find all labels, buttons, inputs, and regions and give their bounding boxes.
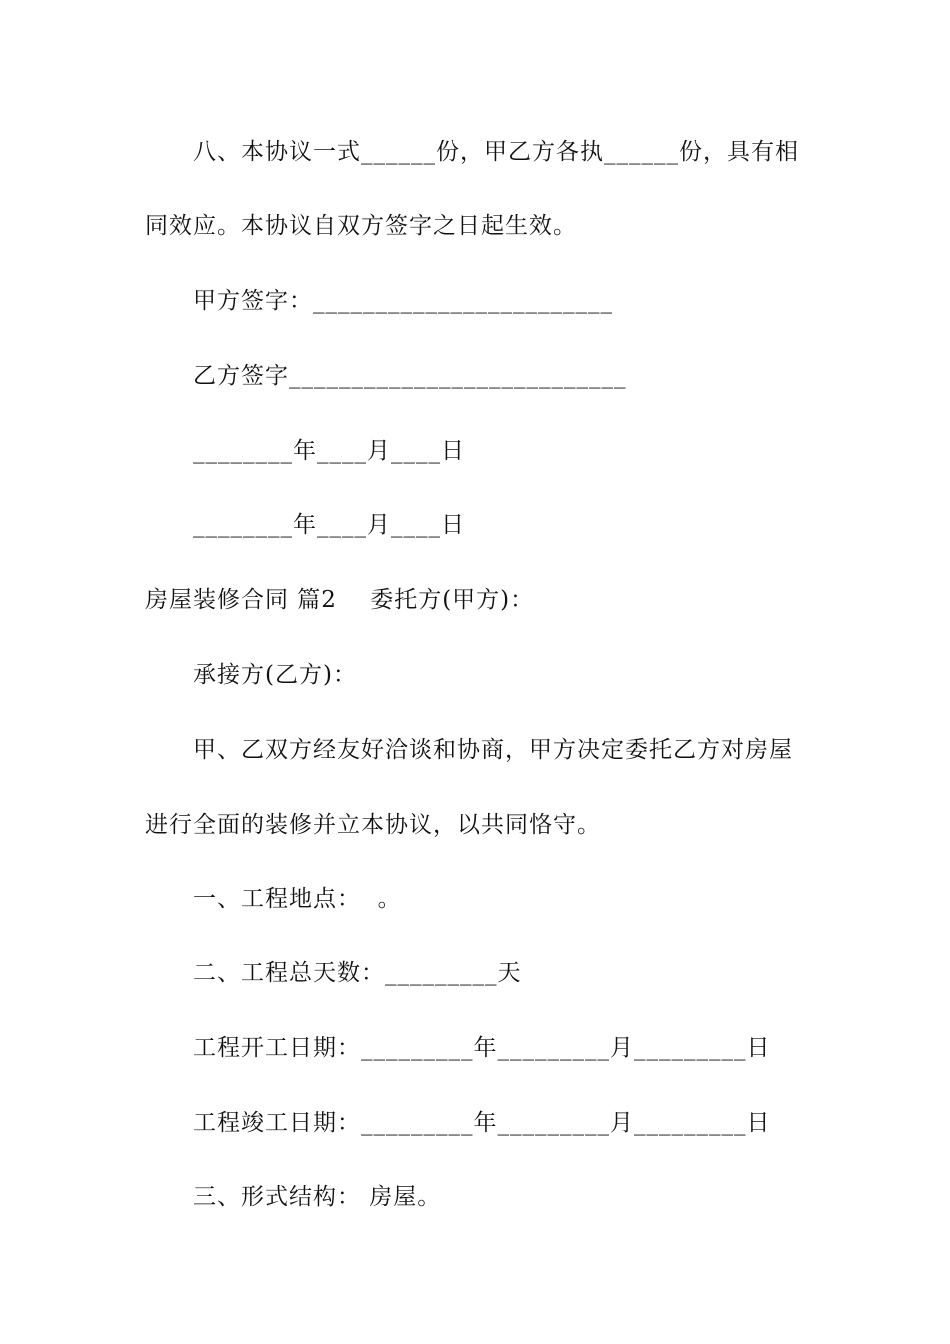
- contractor-party: 承接方(乙方)：: [193, 662, 357, 688]
- party-a-signature: 甲方签字：________________________: [193, 288, 613, 314]
- preamble-line-2: 进行全面的装修并立本协议，以共同恪守。: [145, 812, 601, 838]
- contract-2-heading: 房屋装修合同 篇2 委托方(甲方)：: [145, 587, 535, 613]
- clause-2-duration: 二、工程总天数：_________天: [193, 960, 522, 986]
- start-date: 工程开工日期：_________年_________月_________日: [193, 1035, 771, 1061]
- signature-date-1: ________年____月____日: [193, 438, 465, 464]
- preamble-line-1: 甲、乙双方经友好洽谈和协商，甲方决定委托乙方对房屋: [193, 737, 793, 763]
- clause-8-line-1: 八、本协议一式______份，甲乙方各执______份，具有相: [193, 139, 799, 165]
- clause-1-location: 一、工程地点： 。: [193, 886, 402, 912]
- completion-date: 工程竣工日期：_________年_________月_________日: [193, 1110, 771, 1136]
- signature-date-2: ________年____月____日: [193, 512, 465, 538]
- clause-8-line-2: 同效应。本协议自双方签字之日起生效。: [145, 213, 577, 239]
- party-b-signature: 乙方签字___________________________: [193, 363, 627, 389]
- clause-3-structure: 三、形式结构： 房屋。: [193, 1184, 442, 1210]
